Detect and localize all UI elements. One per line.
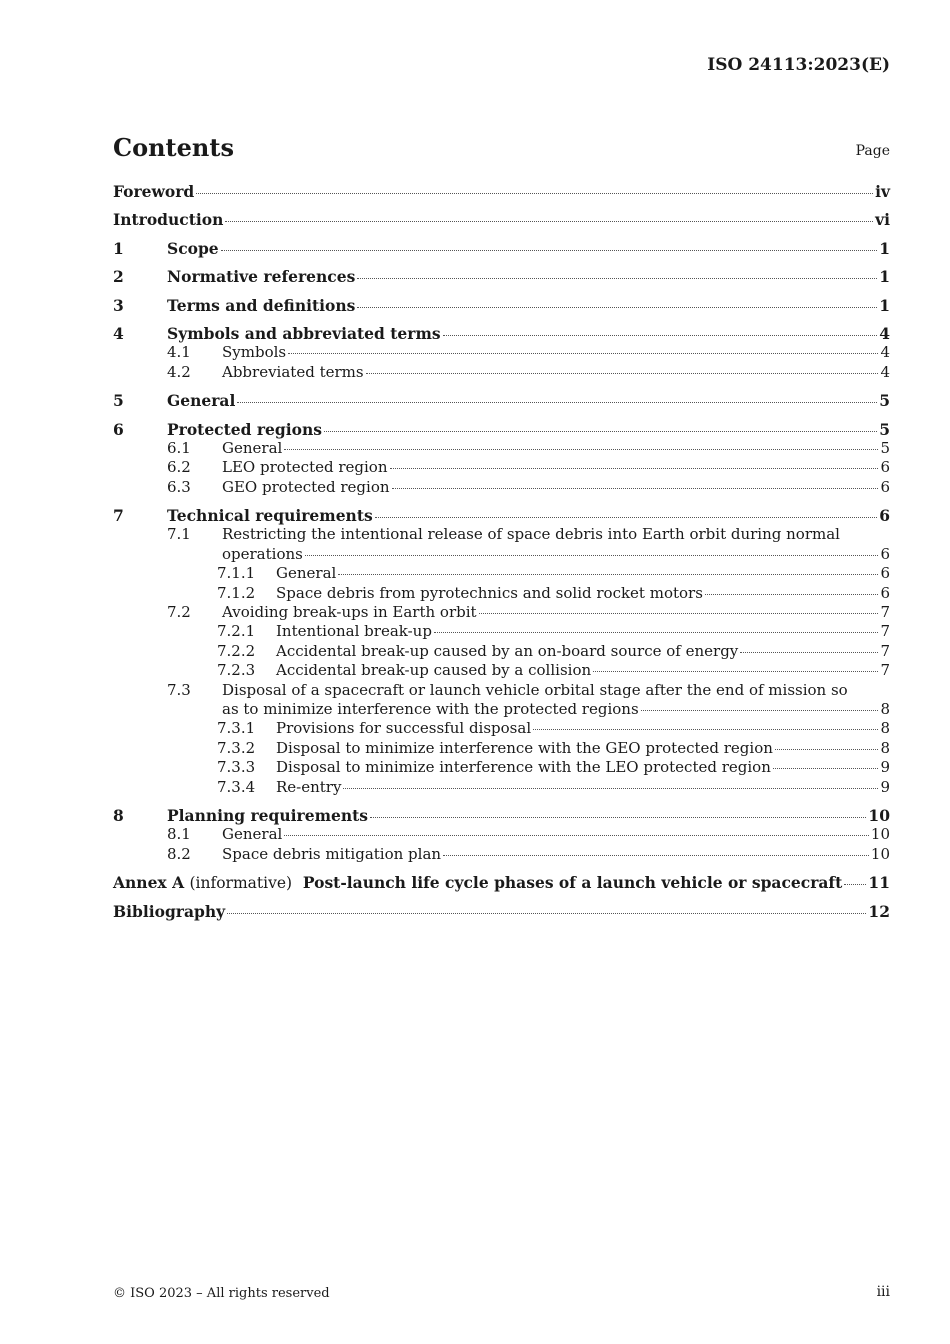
toc-entry-number: 2: [113, 267, 124, 287]
toc-entry[interactable]: [113, 391, 890, 410]
dot-leader: [593, 671, 878, 672]
dot-leader: [343, 788, 878, 789]
toc-entry-page: 4: [879, 323, 890, 343]
toc-entry[interactable]: [113, 458, 890, 477]
toc-entry-title: Bibliography: [113, 901, 226, 921]
toc-entry[interactable]: [113, 845, 890, 864]
toc-entry-title: Terms and definitions: [167, 295, 356, 315]
toc-entry[interactable]: [113, 584, 890, 603]
toc-entry[interactable]: [113, 267, 890, 286]
toc-entry[interactable]: [113, 239, 890, 258]
toc-entry-title: Planning requirements: [167, 805, 368, 825]
dot-leader: [773, 768, 879, 769]
toc-entry-title: GEO protected region: [222, 477, 390, 496]
toc-entry-title: Restricting the intentional release of space debris into Earth orbit during normal: [222, 525, 840, 544]
toc-entry-page: 8: [880, 699, 890, 718]
toc-entry-page: 7: [880, 622, 890, 641]
toc-entry-page: 6: [880, 583, 890, 602]
dot-leader: [434, 632, 879, 633]
toc-entry-title: Abbreviated terms: [222, 362, 364, 381]
toc-entry-number: 7.3: [167, 680, 191, 699]
toc-entry-title: Introduction: [113, 210, 224, 230]
toc-entry[interactable]: [113, 661, 890, 680]
toc-entry-title: General: [276, 564, 337, 583]
toc-entry-page: 6: [880, 564, 890, 583]
toc-entry-number: 4.2: [167, 362, 191, 381]
toc-entry[interactable]: [113, 343, 890, 362]
toc-entry[interactable]: [113, 324, 890, 343]
footer-page-number: iii: [876, 1284, 890, 1300]
toc-entry-title: as to minimize interference with the protected regions: [222, 699, 639, 718]
toc-entry-number: 3: [113, 295, 124, 315]
toc-entry-page: 8: [880, 719, 890, 738]
toc-entry-number: 8.1: [167, 825, 191, 844]
dot-leader: [390, 468, 879, 469]
toc-entry-page: 7: [880, 641, 890, 660]
toc-entry-number: 6: [113, 419, 124, 439]
dot-leader: [237, 402, 877, 403]
dot-leader: [305, 555, 879, 556]
dot-leader: [443, 855, 869, 856]
toc-entry-page: 6: [880, 458, 890, 477]
toc-entry-number: 8.2: [167, 844, 191, 863]
toc-entry[interactable]: [113, 825, 890, 844]
dot-leader: [338, 574, 878, 575]
toc-entry-number: 6.1: [167, 438, 191, 457]
toc-entry-number: 6.2: [167, 458, 191, 477]
toc-entry[interactable]: [113, 363, 890, 382]
toc-entry-title: Scope: [167, 238, 219, 258]
toc-entry[interactable]: [113, 758, 890, 777]
toc-entry-title: Disposal of a spacecraft or launch vehicle orbital stage after the end of mission so: [222, 680, 848, 699]
dot-leader: [221, 250, 878, 251]
toc-entry-page: 9: [880, 777, 890, 796]
dot-leader: [284, 449, 878, 450]
toc-entry-number: 7.1.2: [217, 583, 256, 602]
toc-entry-title: Accidental break-up caused by a collision: [276, 661, 592, 680]
toc-entry-number: 4: [113, 323, 124, 343]
toc-entry[interactable]: [113, 603, 890, 622]
toc-entry-number: 6.3: [167, 477, 191, 496]
footer-copyright: © ISO 2023 – All rights reserved: [113, 1286, 330, 1301]
toc-entry-number: 7.2.1: [217, 622, 256, 641]
dot-leader: [705, 594, 879, 595]
toc-entry-number: 5: [113, 391, 124, 411]
toc-entry-number: 7: [113, 506, 124, 526]
toc-entry-page: 1: [879, 267, 890, 287]
dot-leader: [324, 431, 877, 432]
toc-entry[interactable]: [113, 420, 890, 439]
table-of-contents: [113, 182, 890, 921]
dot-leader: [775, 749, 879, 750]
dot-leader: [196, 193, 873, 194]
toc-entry-number: 7.1: [167, 525, 191, 544]
dot-leader: [844, 884, 866, 885]
toc-entry-number: 7.2.3: [217, 661, 256, 680]
toc-entry-page: 12: [868, 901, 890, 921]
dot-leader: [479, 613, 879, 614]
toc-entry-page: 9: [880, 758, 890, 777]
toc-entry-page: 6: [879, 506, 890, 526]
toc-entry-page: 4: [880, 362, 890, 381]
toc-entry-title: Re-entry: [276, 777, 342, 796]
toc-entry-title: General: [222, 825, 283, 844]
toc-entry-title: General: [167, 391, 236, 411]
toc-entry-title: Intentional break-up: [276, 622, 432, 641]
toc-entry-page: 5: [879, 419, 890, 439]
toc-entry-title: Symbols and abbreviated terms: [167, 323, 441, 343]
toc-entry-page: 7: [880, 603, 890, 622]
dot-leader: [533, 729, 878, 730]
dot-leader: [357, 307, 877, 308]
toc-entry[interactable]: [113, 182, 890, 201]
toc-entry-title: operations: [222, 544, 303, 563]
toc-entry-number: 4.1: [167, 343, 191, 362]
toc-entry-title: Space debris mitigation plan: [222, 844, 442, 863]
contents-heading: Contents: [113, 133, 234, 162]
toc-entry-page: 10: [868, 805, 890, 825]
toc-entry-page: 1: [879, 295, 890, 315]
toc-entry[interactable]: [113, 210, 890, 229]
annex-title: Post-launch life cycle phases of a launch vehicle or spacecraft: [302, 873, 843, 893]
toc-entry-title: Avoiding break-ups in Earth orbit: [222, 603, 477, 622]
toc-entry-title: LEO protected region: [222, 458, 388, 477]
dot-leader: [366, 373, 879, 374]
toc-entry-title: Protected regions: [167, 419, 322, 439]
dot-leader: [375, 517, 877, 518]
toc-entry[interactable]: [113, 700, 890, 719]
toc-entry-number: 7.3.1: [217, 719, 256, 738]
toc-entry-page: 11: [868, 873, 890, 893]
toc-entry-title: Disposal to minimize interference with the GEO protected region: [276, 738, 773, 757]
toc-entry-number: 7.2.2: [217, 641, 256, 660]
dot-leader: [227, 913, 866, 914]
page-column-label: Page: [855, 143, 890, 159]
toc-entry-title: Space debris from pyrotechnics and solid rocket motors: [276, 583, 703, 602]
dot-leader: [225, 221, 873, 222]
toc-entry-title: Provisions for successful disposal: [276, 719, 532, 738]
toc-entry-page: 10: [870, 844, 890, 863]
toc-entry-title: Normative references: [167, 267, 356, 287]
toc-entry[interactable]: [113, 778, 890, 797]
toc-entry[interactable]: [113, 439, 890, 458]
toc-entry-number: 7.3.3: [217, 758, 256, 777]
toc-entry-page: 1: [879, 238, 890, 258]
dot-leader: [641, 710, 879, 711]
toc-entry[interactable]: [113, 681, 890, 700]
dot-leader: [284, 835, 869, 836]
toc-entry[interactable]: [113, 873, 890, 892]
toc-entry-number: 7.2: [167, 603, 191, 622]
toc-entry-title: General: [222, 438, 283, 457]
toc-entry-title: Symbols: [222, 343, 287, 362]
toc-entry-number: 7.3.2: [217, 738, 256, 757]
toc-entry-page: 4: [880, 343, 890, 362]
annex-informative-label: (informative): [189, 874, 293, 893]
toc-entry-page: 6: [880, 544, 890, 563]
toc-entry-page: 10: [870, 825, 890, 844]
toc-entry-page: 8: [880, 738, 890, 757]
toc-entry[interactable]: [113, 622, 890, 641]
toc-entry[interactable]: [113, 506, 890, 525]
toc-entry-number: 1: [113, 238, 124, 258]
toc-entry-page: iv: [875, 182, 890, 201]
toc-entry-number: 7.1.1: [217, 564, 256, 583]
document-id: ISO 24113:2023(E): [707, 55, 890, 75]
toc-entry[interactable]: [113, 739, 890, 758]
toc-entry[interactable]: [113, 719, 890, 738]
dot-leader: [357, 278, 877, 279]
toc-entry[interactable]: [113, 545, 890, 564]
toc-entry[interactable]: [113, 806, 890, 825]
dot-leader: [740, 652, 878, 653]
toc-entry-title: Technical requirements: [167, 506, 373, 526]
toc-entry-title: Disposal to minimize interference with the LEO protected region: [276, 758, 771, 777]
toc-entry[interactable]: [113, 296, 890, 315]
toc-entry-title: Foreword: [113, 182, 195, 201]
toc-entry[interactable]: [113, 642, 890, 661]
toc-entry-page: 5: [879, 391, 890, 411]
annex-label: Annex A: [113, 873, 185, 893]
toc-entry-title: [113, 873, 842, 893]
toc-entry-page: 5: [880, 438, 890, 457]
toc-entry-number: 8: [113, 805, 124, 825]
dot-leader: [443, 335, 878, 336]
toc-entry[interactable]: [113, 564, 890, 583]
dot-leader: [288, 353, 878, 354]
toc-entry-page: 7: [880, 661, 890, 680]
toc-entry[interactable]: [113, 525, 890, 544]
toc-entry-title: Accidental break-up caused by an on-board source of energy: [276, 641, 739, 660]
dot-leader: [392, 488, 879, 489]
toc-entry[interactable]: [113, 902, 890, 921]
toc-entry-page: vi: [875, 210, 890, 230]
toc-entry-number: 7.3.4: [217, 777, 256, 796]
toc-entry[interactable]: [113, 478, 890, 497]
toc-entry-page: 6: [880, 477, 890, 496]
dot-leader: [370, 817, 866, 818]
